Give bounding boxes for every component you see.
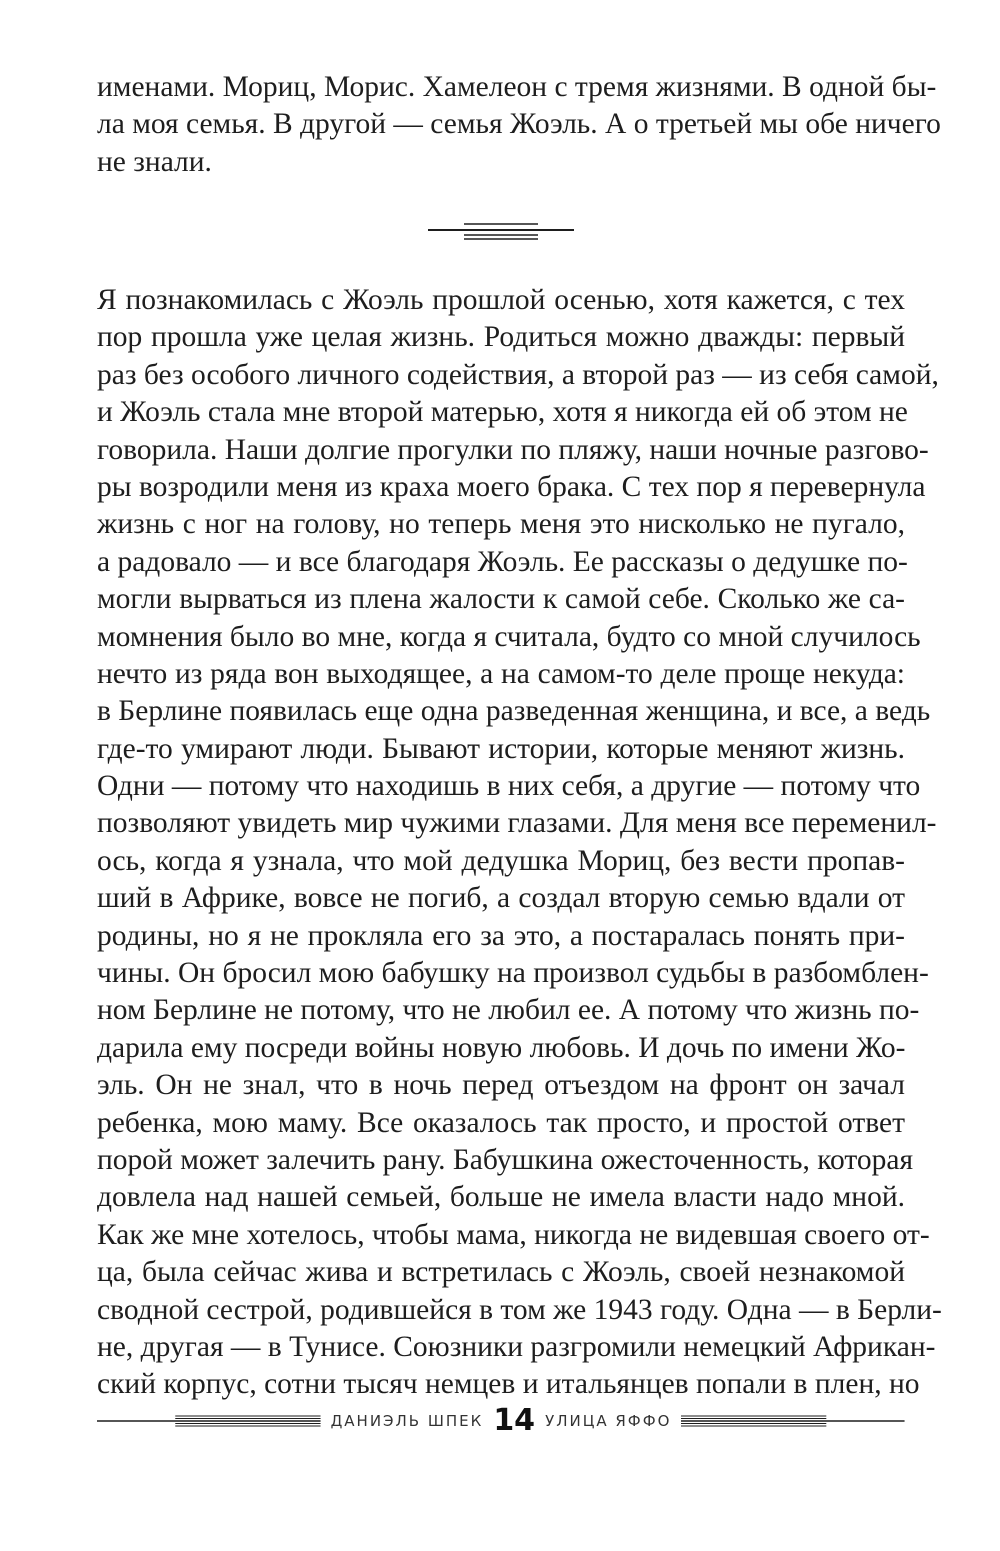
text-line: порой может залечить рану. Бабушкина ожесточенность, которая <box>97 1143 914 1176</box>
text-line: и Жоэль стала мне второй матерью, хотя я никогда ей об этом не <box>97 396 908 429</box>
footer-rule-right <box>681 1414 905 1428</box>
text-line: дарила ему посреди войны новую любовь. И дочь по имени Жо- <box>97 1031 906 1064</box>
text-line: Как же мне хотелось, чтобы мама, никогда не видевшая своего от- <box>97 1218 930 1251</box>
text-line: раз без особого личного содействия, а второй раз — из себя самой, <box>97 358 939 391</box>
text-line: говорила. Наши долгие прогулки по пляжу, наши ночные разгово- <box>97 433 929 466</box>
text-line: ребенка, мою маму. Все оказалось так просто, и простой ответ <box>97 1106 905 1139</box>
text-line: довлела над нашей семьей, больше не имела власти надо мной. <box>97 1181 905 1214</box>
text-line: эль. Он не знал, что в ночь перед отъездом на фронт он зачал <box>97 1069 905 1102</box>
page-footer <box>97 1403 905 1439</box>
text-line: жизнь с ног на голову, но теперь меня это нисколько не пугало, <box>97 508 905 541</box>
footer-author: ДАНИЭЛЬ ШПЕК <box>330 1412 484 1430</box>
text-line: не знали. <box>97 145 212 178</box>
text-line: позволяют увидеть мир чужими глазами. Для меня все переменил- <box>97 807 937 840</box>
text-line: пор прошла уже целая жизнь. Родиться можно дважды: первый <box>97 321 905 354</box>
text-line: а радовало — и все благодаря Жоэль. Ее рассказы о дедушке по- <box>97 545 908 578</box>
text-line: момнения было во мне, когда я считала, будто со мной случилось <box>97 620 921 653</box>
text-line: ла моя семья. В другой — семья Жоэль. А о третьей мы обе ничего <box>97 108 941 141</box>
text-line: нечто из ряда вон выходящее, а на самом-то деле проще некуда: <box>97 657 905 690</box>
page-number: 14 <box>493 1403 536 1438</box>
intro-paragraph <box>97 69 941 181</box>
text-line: не, другая — в Тунисе. Союзники разгромили немецкий Африкан- <box>97 1330 936 1363</box>
footer-book-title: УЛИЦА ЯФФО <box>545 1412 672 1430</box>
section-separator-ornament <box>428 221 574 241</box>
text-line: чины. Он бросил мою бабушку на произвол судьбы в разбомблен- <box>97 957 929 990</box>
text-line: ший в Африке, вовсе не погиб, а создал вторую семью вдали от <box>97 882 905 915</box>
text-line: ры возродили меня из краха моего брака. С тех пор я перевернула <box>97 470 926 503</box>
text-line: сводной сестрой, родившейся в том же 1943 году. Одна — в Берли- <box>97 1293 942 1326</box>
text-line: ца, была сейчас жива и встретилась с Жоэль, своей незнакомой <box>97 1256 905 1289</box>
text-line: Я познакомилась с Жоэль прошлой осенью, хотя кажется, с тех <box>97 284 905 316</box>
text-line: ось, когда я узнала, что мой дедушка Мориц, без вести пропав- <box>97 844 905 877</box>
text-line: ном Берлине не потому, что не любил ее. А потому что жизнь по- <box>97 994 920 1027</box>
text-line: ский корпус, сотни тысяч немцев и итальянцев попали в плен, но <box>97 1368 920 1401</box>
text-line: именами. Мориц, Морис. Хамелеон с тремя жизнями. В одной бы- <box>97 71 937 103</box>
text-line: родины, но я не прокляла его за это, а постаралась понять при- <box>97 919 905 952</box>
text-line: Одни — потому что находишь в них себя, а другие — потому что <box>97 770 921 803</box>
footer-rule-left <box>97 1414 321 1428</box>
text-line: могли вырваться из плена жалости к самой себе. Сколько же са- <box>97 583 905 616</box>
text-line: в Берлине появилась еще одна разведенная женщина, и все, а ведь <box>97 695 931 728</box>
main-paragraph <box>97 282 942 1404</box>
text-line: где-то умирают люди. Бывают истории, которые меняют жизнь. <box>97 732 905 765</box>
